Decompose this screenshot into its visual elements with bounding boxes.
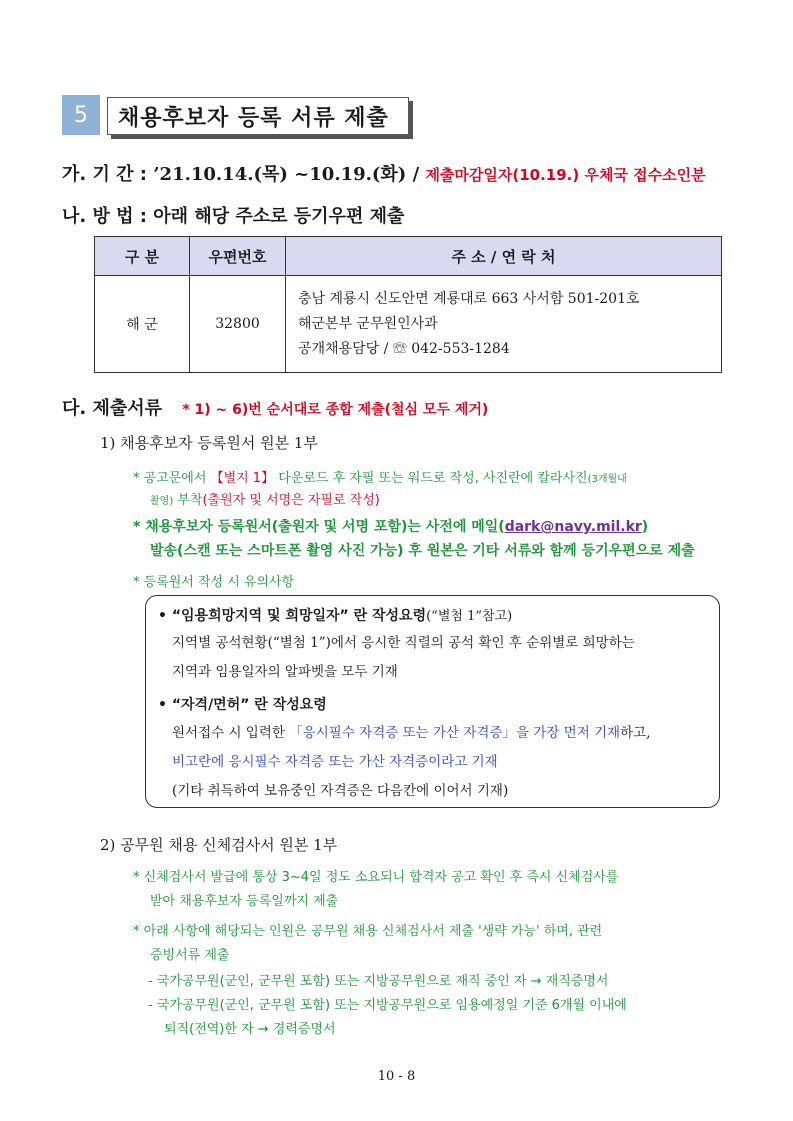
bullet1-text-c: 부착 (173, 493, 203, 508)
contact-line: 공개채용담당 / ☏ 042-553-1284 (298, 340, 510, 357)
attachment-ref: 【별지 1】 (210, 471, 275, 486)
period-line (62, 160, 706, 186)
division-cell: 해 군 (95, 276, 190, 373)
item1-bullet1 (133, 467, 627, 486)
note-heading-1-text: • “임용희망지역 및 희망일자” 란 작성요령 (158, 608, 427, 624)
table-row (95, 276, 722, 373)
section-number: 5 (62, 95, 100, 135)
bullet1-text-b: 다운로드 후 자필 또는 워드로 작성, 사진란에 칼라사진 (274, 471, 588, 486)
item2-bullet2: * 아래 사항에 해당되는 인원은 공무원 채용 신체검사서 제출 '생략 가능' 하며, 관련 (133, 924, 603, 939)
section-title: 채용후보자 등록 서류 제출 (107, 97, 409, 135)
note-line: (기타 취득하여 보유중인 자격증은 다음칸에 이어서 기재) (172, 783, 509, 799)
note-text-a: 원서접수 시 입력한 (172, 725, 290, 741)
item1-bullet1-line2 (150, 489, 380, 508)
address-cell (286, 276, 722, 373)
note-line-blue: 비고란에 응시필수 자격증 또는 가산 자격증이라고 기재 (172, 754, 498, 770)
note-highlight: 「응시필수 자격증 또는 가산 자격증」을 가장 먼저 기재 (289, 725, 621, 741)
table-header: 우편번호 (190, 237, 286, 276)
note-line (172, 721, 650, 741)
table-header: 주 소 / 연 락 처 (286, 237, 722, 276)
item1-bullet2-line2: 발송(스캔 또는 스마트폰 촬영 사진 가능) 후 원본은 기타 서류와 함께 등기우편으로 제출 (150, 543, 695, 559)
bullet2-text-b: ) (641, 519, 649, 535)
item2-dash2: - 국가공무원(군인, 군무원 포함) 또는 지방공무원으로 임용예정일 기준 6개월 이내에 (148, 998, 627, 1013)
documents-note: * 1) ~ 6)번 순서대로 종합 제출(철심 모두 제거) (182, 402, 489, 418)
address-line: 해군본부 군무원인사과 (298, 315, 438, 332)
address-table (94, 236, 722, 373)
address-line: 충남 계룡시 신도안면 계룡대로 663 사서함 501-201호 (298, 290, 640, 307)
method-label: 나. 방 법 : (62, 206, 154, 227)
bullet1-signature-note: (출원자 및 서명은 자필로 작성) (202, 493, 380, 508)
bullet1-small-2: 촬영) (150, 496, 174, 507)
method-line (62, 202, 404, 228)
table-header: 구 분 (95, 237, 190, 276)
item2-bullet1-line2: 받아 채용후보자 등록일까지 제출 (150, 894, 339, 909)
item1-bullet3: * 등록원서 작성 시 유의사항 (133, 575, 295, 590)
item2-dash2-line2: 퇴직(전역)한 자 → 경력증명서 (164, 1022, 336, 1037)
item2-bullet2-line2: 증빙서류 제출 (150, 948, 230, 963)
item2-dash1: - 국가공무원(군인, 군무원 포함) 또는 지방공무원으로 재직 중인 자 → 재직증명서 (148, 974, 609, 989)
documents-label: 다. 제출서류 (62, 398, 163, 419)
note-heading-1-ref: (“별첨 1”참고) (426, 609, 513, 624)
email-link[interactable]: dark@navy.mil.kr (504, 519, 642, 535)
note-heading-2: • “자격/면허” 란 작성요령 (158, 697, 327, 713)
note-text-c: 하고, (620, 725, 651, 741)
documents-line (62, 394, 488, 420)
note-line: 지역별 공석현황(“별첨 1”)에서 응시한 직렬의 공석 확인 후 순위별로 희망하는 (172, 635, 635, 651)
bullet1-text-a: * 공고문에서 (133, 471, 211, 486)
table-header-row (95, 237, 722, 276)
period-label: 가. 기 간 : (62, 164, 154, 185)
item2-bullet1: * 신체검사서 발급에 통상 3~4일 정도 소요되니 합격자 공고 확인 후 즉시 신체검사를 (133, 870, 619, 885)
note-line: 지역과 임용일자의 알파벳을 모두 기재 (172, 664, 398, 680)
item1-bullet2 (133, 516, 648, 536)
item1-title: 1) 채용후보자 등록원서 원본 1부 (100, 434, 318, 452)
postal-code-cell: 32800 (190, 276, 286, 373)
method-text: 아래 해당 주소로 등기우편 제출 (153, 206, 405, 227)
period-deadline: 제출마감일자(10.19.) 우체국 접수소인분 (425, 166, 706, 184)
note-heading-1 (158, 605, 512, 625)
bullet1-small: (3개월내 (587, 474, 627, 485)
bullet2-text-a: * 채용후보자 등록원서(출원자 및 서명 포함)는 사전에 메일( (133, 519, 505, 535)
item2-title: 2) 공무원 채용 신체검사서 원본 1부 (100, 836, 338, 854)
period-dates: ’21.10.14.(목) ~10.19.(화) / (153, 164, 426, 185)
page-number: 10 - 8 (377, 1069, 416, 1084)
